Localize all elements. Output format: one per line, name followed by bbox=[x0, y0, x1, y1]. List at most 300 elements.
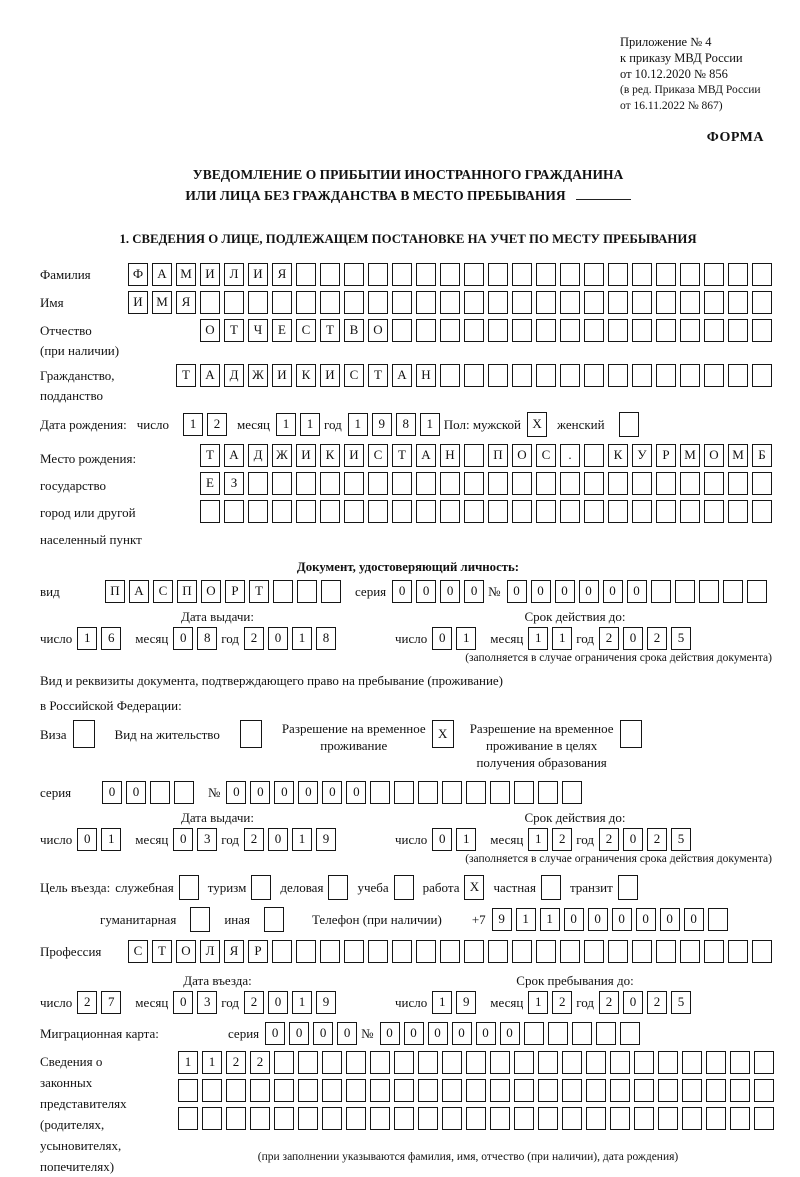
cell-box[interactable]: С bbox=[368, 444, 388, 467]
cell-box[interactable]: Т bbox=[176, 364, 196, 387]
cell-box[interactable] bbox=[464, 472, 484, 495]
cell-box[interactable] bbox=[466, 1051, 486, 1074]
cell-box[interactable] bbox=[680, 263, 700, 286]
cell-box[interactable]: И bbox=[128, 291, 148, 314]
cell-box[interactable]: 3 bbox=[197, 828, 217, 851]
cell-box[interactable] bbox=[680, 364, 700, 387]
purpose-study-checkbox[interactable] bbox=[394, 875, 414, 900]
cell-box[interactable] bbox=[370, 1107, 390, 1130]
cell-box[interactable] bbox=[562, 1107, 582, 1130]
cell-box[interactable]: М bbox=[176, 263, 196, 286]
cell-box[interactable] bbox=[680, 472, 700, 495]
cell-box[interactable]: В bbox=[344, 319, 364, 342]
cell-box[interactable]: 0 bbox=[612, 908, 632, 931]
cell-box[interactable] bbox=[723, 580, 743, 603]
cell-box[interactable]: 5 bbox=[671, 828, 691, 851]
cell-box[interactable] bbox=[394, 1051, 414, 1074]
cell-box[interactable]: М bbox=[152, 291, 172, 314]
cell-box[interactable]: Е bbox=[200, 472, 220, 495]
cell-box[interactable] bbox=[368, 291, 388, 314]
cell-box[interactable] bbox=[442, 781, 462, 804]
cell-box[interactable] bbox=[634, 1107, 654, 1130]
cell-box[interactable]: 0 bbox=[555, 580, 575, 603]
cell-box[interactable] bbox=[536, 291, 556, 314]
rvp-checkbox[interactable]: X bbox=[432, 720, 454, 748]
cell-box[interactable] bbox=[466, 1107, 486, 1130]
cell-box[interactable] bbox=[442, 1107, 462, 1130]
cell-box[interactable]: И bbox=[296, 444, 316, 467]
cell-box[interactable]: 8 bbox=[396, 413, 416, 436]
cell-box[interactable] bbox=[514, 1079, 534, 1102]
cell-box[interactable]: 0 bbox=[298, 781, 318, 804]
cell-box[interactable]: Я bbox=[176, 291, 196, 314]
purpose-business-checkbox[interactable] bbox=[328, 875, 348, 900]
cell-box[interactable]: А bbox=[416, 444, 436, 467]
cell-box[interactable] bbox=[632, 500, 652, 523]
cell-box[interactable] bbox=[298, 1107, 318, 1130]
cell-box[interactable] bbox=[248, 472, 268, 495]
cell-box[interactable] bbox=[392, 291, 412, 314]
cell-box[interactable] bbox=[440, 472, 460, 495]
cell-box[interactable]: О bbox=[176, 940, 196, 963]
cell-box[interactable]: П bbox=[177, 580, 197, 603]
cell-box[interactable]: И bbox=[272, 364, 292, 387]
cell-box[interactable] bbox=[634, 1051, 654, 1074]
cell-box[interactable] bbox=[488, 319, 508, 342]
cell-box[interactable]: А bbox=[152, 263, 172, 286]
cell-box[interactable] bbox=[418, 1107, 438, 1130]
cell-box[interactable]: 0 bbox=[392, 580, 412, 603]
cell-box[interactable]: О bbox=[368, 319, 388, 342]
cell-box[interactable] bbox=[512, 500, 532, 523]
cell-box[interactable]: 1 bbox=[516, 908, 536, 931]
cell-box[interactable]: А bbox=[224, 444, 244, 467]
cell-box[interactable] bbox=[440, 319, 460, 342]
cell-box[interactable]: 1 bbox=[77, 627, 97, 650]
cell-box[interactable] bbox=[416, 940, 436, 963]
cell-box[interactable] bbox=[440, 291, 460, 314]
cell-box[interactable] bbox=[656, 319, 676, 342]
cell-box[interactable] bbox=[704, 364, 724, 387]
cell-box[interactable] bbox=[634, 1079, 654, 1102]
cell-box[interactable] bbox=[610, 1107, 630, 1130]
cell-box[interactable] bbox=[512, 364, 532, 387]
cell-box[interactable]: 0 bbox=[507, 580, 527, 603]
cell-box[interactable]: З bbox=[224, 472, 244, 495]
cell-box[interactable]: 5 bbox=[671, 627, 691, 650]
cell-box[interactable] bbox=[728, 291, 748, 314]
cell-box[interactable] bbox=[538, 1079, 558, 1102]
cell-box[interactable]: Ч bbox=[248, 319, 268, 342]
cell-box[interactable]: А bbox=[392, 364, 412, 387]
cell-box[interactable]: Т bbox=[200, 444, 220, 467]
cell-box[interactable] bbox=[572, 1022, 592, 1045]
cell-box[interactable] bbox=[728, 263, 748, 286]
cell-box[interactable]: 2 bbox=[226, 1051, 246, 1074]
cell-box[interactable]: 8 bbox=[316, 627, 336, 650]
cell-box[interactable]: Б bbox=[752, 444, 772, 467]
cell-box[interactable] bbox=[298, 1079, 318, 1102]
cell-box[interactable]: 9 bbox=[456, 991, 476, 1014]
cell-box[interactable] bbox=[632, 364, 652, 387]
cell-box[interactable] bbox=[704, 940, 724, 963]
cell-box[interactable] bbox=[320, 291, 340, 314]
cell-box[interactable] bbox=[656, 291, 676, 314]
cell-box[interactable] bbox=[418, 781, 438, 804]
cell-box[interactable]: 1 bbox=[292, 991, 312, 1014]
cell-box[interactable]: 0 bbox=[623, 627, 643, 650]
cell-box[interactable]: 0 bbox=[274, 781, 294, 804]
cell-box[interactable]: 2 bbox=[244, 991, 264, 1014]
cell-box[interactable]: 0 bbox=[476, 1022, 496, 1045]
cell-box[interactable] bbox=[560, 500, 580, 523]
cell-box[interactable] bbox=[658, 1051, 678, 1074]
cell-box[interactable] bbox=[392, 263, 412, 286]
cell-box[interactable] bbox=[524, 1022, 544, 1045]
cell-box[interactable]: 2 bbox=[207, 413, 227, 436]
cell-box[interactable]: 1 bbox=[101, 828, 121, 851]
visa-checkbox[interactable] bbox=[73, 720, 95, 748]
cell-box[interactable] bbox=[392, 319, 412, 342]
cell-box[interactable] bbox=[562, 1079, 582, 1102]
cell-box[interactable]: 0 bbox=[623, 828, 643, 851]
cell-box[interactable]: 1 bbox=[420, 413, 440, 436]
cell-box[interactable] bbox=[322, 1051, 342, 1074]
cell-box[interactable]: 0 bbox=[452, 1022, 472, 1045]
cell-box[interactable] bbox=[584, 319, 604, 342]
cell-box[interactable] bbox=[464, 319, 484, 342]
cell-box[interactable] bbox=[752, 500, 772, 523]
cell-box[interactable] bbox=[656, 940, 676, 963]
cell-box[interactable] bbox=[560, 291, 580, 314]
cell-box[interactable] bbox=[728, 940, 748, 963]
cell-box[interactable]: Я bbox=[224, 940, 244, 963]
cell-box[interactable] bbox=[512, 291, 532, 314]
cell-box[interactable] bbox=[174, 781, 194, 804]
cell-box[interactable]: 0 bbox=[77, 828, 97, 851]
cell-box[interactable] bbox=[584, 364, 604, 387]
cell-box[interactable] bbox=[584, 500, 604, 523]
cell-box[interactable] bbox=[368, 263, 388, 286]
cell-box[interactable]: 0 bbox=[173, 991, 193, 1014]
cell-box[interactable] bbox=[346, 1107, 366, 1130]
cell-box[interactable]: 2 bbox=[552, 991, 572, 1014]
cell-box[interactable] bbox=[418, 1051, 438, 1074]
cell-box[interactable]: 0 bbox=[265, 1022, 285, 1045]
cell-box[interactable]: 0 bbox=[322, 781, 342, 804]
cell-box[interactable]: 0 bbox=[623, 991, 643, 1014]
cell-box[interactable] bbox=[610, 1051, 630, 1074]
cell-box[interactable] bbox=[344, 472, 364, 495]
cell-box[interactable] bbox=[584, 472, 604, 495]
cell-box[interactable]: С bbox=[153, 580, 173, 603]
cell-box[interactable]: 0 bbox=[126, 781, 146, 804]
cell-box[interactable]: 7 bbox=[101, 991, 121, 1014]
cell-box[interactable]: 0 bbox=[588, 908, 608, 931]
cell-box[interactable] bbox=[752, 291, 772, 314]
cell-box[interactable] bbox=[754, 1079, 774, 1102]
purpose-transit-checkbox[interactable] bbox=[618, 875, 638, 900]
purpose-other-checkbox[interactable] bbox=[264, 907, 284, 932]
cell-box[interactable]: И bbox=[200, 263, 220, 286]
cell-box[interactable]: 1 bbox=[276, 413, 296, 436]
cell-box[interactable] bbox=[320, 263, 340, 286]
cell-box[interactable]: И bbox=[248, 263, 268, 286]
cell-box[interactable] bbox=[658, 1107, 678, 1130]
cell-box[interactable] bbox=[512, 319, 532, 342]
cell-box[interactable]: Л bbox=[224, 263, 244, 286]
cell-box[interactable]: 0 bbox=[250, 781, 270, 804]
cell-box[interactable]: 2 bbox=[599, 828, 619, 851]
residence-permit-checkbox[interactable] bbox=[240, 720, 262, 748]
sex-male-checkbox[interactable]: X bbox=[527, 412, 547, 437]
cell-box[interactable] bbox=[466, 1079, 486, 1102]
cell-box[interactable] bbox=[682, 1079, 702, 1102]
cell-box[interactable] bbox=[248, 291, 268, 314]
cell-box[interactable]: Н bbox=[416, 364, 436, 387]
cell-box[interactable]: О bbox=[704, 444, 724, 467]
purpose-private-checkbox[interactable] bbox=[541, 875, 561, 900]
cell-box[interactable] bbox=[344, 940, 364, 963]
cell-box[interactable]: 9 bbox=[372, 413, 392, 436]
cell-box[interactable] bbox=[536, 364, 556, 387]
cell-box[interactable]: К bbox=[296, 364, 316, 387]
cell-box[interactable] bbox=[608, 940, 628, 963]
cell-box[interactable] bbox=[584, 291, 604, 314]
cell-box[interactable]: 0 bbox=[432, 828, 452, 851]
cell-box[interactable]: 2 bbox=[552, 828, 572, 851]
cell-box[interactable] bbox=[536, 319, 556, 342]
cell-box[interactable] bbox=[274, 1051, 294, 1074]
cell-box[interactable]: О bbox=[201, 580, 221, 603]
cell-box[interactable]: 0 bbox=[440, 580, 460, 603]
cell-box[interactable] bbox=[536, 940, 556, 963]
cell-box[interactable] bbox=[560, 472, 580, 495]
cell-box[interactable] bbox=[368, 500, 388, 523]
cell-box[interactable] bbox=[250, 1079, 270, 1102]
cell-box[interactable]: 0 bbox=[531, 580, 551, 603]
cell-box[interactable]: 5 bbox=[671, 991, 691, 1014]
cell-box[interactable] bbox=[344, 263, 364, 286]
cell-box[interactable] bbox=[632, 291, 652, 314]
cell-box[interactable] bbox=[562, 781, 582, 804]
cell-box[interactable]: 1 bbox=[528, 991, 548, 1014]
cell-box[interactable] bbox=[250, 1107, 270, 1130]
cell-box[interactable]: С bbox=[296, 319, 316, 342]
cell-box[interactable] bbox=[699, 580, 719, 603]
cell-box[interactable] bbox=[464, 444, 484, 467]
cell-box[interactable] bbox=[728, 364, 748, 387]
cell-box[interactable] bbox=[298, 1051, 318, 1074]
cell-box[interactable] bbox=[440, 364, 460, 387]
cell-box[interactable] bbox=[651, 580, 671, 603]
cell-box[interactable] bbox=[560, 263, 580, 286]
cell-box[interactable] bbox=[608, 364, 628, 387]
cell-box[interactable] bbox=[728, 472, 748, 495]
cell-box[interactable] bbox=[226, 1107, 246, 1130]
cell-box[interactable] bbox=[418, 1079, 438, 1102]
cell-box[interactable] bbox=[224, 500, 244, 523]
cell-box[interactable] bbox=[488, 940, 508, 963]
cell-box[interactable]: 0 bbox=[564, 908, 584, 931]
cell-box[interactable] bbox=[512, 472, 532, 495]
cell-box[interactable]: С bbox=[344, 364, 364, 387]
cell-box[interactable]: Ж bbox=[248, 364, 268, 387]
cell-box[interactable] bbox=[538, 781, 558, 804]
cell-box[interactable]: 0 bbox=[337, 1022, 357, 1045]
cell-box[interactable] bbox=[536, 500, 556, 523]
cell-box[interactable]: Т bbox=[224, 319, 244, 342]
cell-box[interactable] bbox=[322, 1107, 342, 1130]
purpose-work-checkbox[interactable]: X bbox=[464, 875, 484, 900]
cell-box[interactable] bbox=[464, 263, 484, 286]
cell-box[interactable] bbox=[488, 364, 508, 387]
cell-box[interactable]: 0 bbox=[268, 991, 288, 1014]
cell-box[interactable]: 2 bbox=[77, 991, 97, 1014]
cell-box[interactable] bbox=[442, 1079, 462, 1102]
cell-box[interactable]: 2 bbox=[599, 991, 619, 1014]
cell-box[interactable]: 2 bbox=[647, 991, 667, 1014]
cell-box[interactable] bbox=[584, 940, 604, 963]
cell-box[interactable]: 0 bbox=[636, 908, 656, 931]
cell-box[interactable]: 1 bbox=[183, 413, 203, 436]
cell-box[interactable]: П bbox=[105, 580, 125, 603]
cell-box[interactable] bbox=[632, 472, 652, 495]
cell-box[interactable]: 1 bbox=[348, 413, 368, 436]
cell-box[interactable]: 1 bbox=[456, 627, 476, 650]
cell-box[interactable]: Ф bbox=[128, 263, 148, 286]
cell-box[interactable] bbox=[416, 291, 436, 314]
cell-box[interactable] bbox=[730, 1051, 750, 1074]
cell-box[interactable] bbox=[752, 940, 772, 963]
cell-box[interactable] bbox=[488, 263, 508, 286]
cell-box[interactable]: А bbox=[129, 580, 149, 603]
cell-box[interactable] bbox=[488, 500, 508, 523]
cell-box[interactable] bbox=[730, 1107, 750, 1130]
cell-box[interactable]: 0 bbox=[579, 580, 599, 603]
cell-box[interactable]: 1 bbox=[300, 413, 320, 436]
cell-box[interactable]: 6 bbox=[101, 627, 121, 650]
cell-box[interactable] bbox=[608, 291, 628, 314]
cell-box[interactable]: Н bbox=[440, 444, 460, 467]
cell-box[interactable]: Т bbox=[152, 940, 172, 963]
cell-box[interactable]: М bbox=[728, 444, 748, 467]
cell-box[interactable] bbox=[464, 940, 484, 963]
cell-box[interactable] bbox=[488, 291, 508, 314]
cell-box[interactable] bbox=[586, 1051, 606, 1074]
cell-box[interactable]: 1 bbox=[178, 1051, 198, 1074]
cell-box[interactable]: О bbox=[200, 319, 220, 342]
cell-box[interactable] bbox=[488, 472, 508, 495]
cell-box[interactable]: 0 bbox=[313, 1022, 333, 1045]
cell-box[interactable] bbox=[272, 291, 292, 314]
cell-box[interactable]: 1 bbox=[292, 828, 312, 851]
cell-box[interactable]: Я bbox=[272, 263, 292, 286]
cell-box[interactable] bbox=[514, 1051, 534, 1074]
cell-box[interactable]: 2 bbox=[250, 1051, 270, 1074]
cell-box[interactable] bbox=[490, 1079, 510, 1102]
cell-box[interactable]: 0 bbox=[603, 580, 623, 603]
cell-box[interactable] bbox=[368, 940, 388, 963]
cell-box[interactable] bbox=[560, 319, 580, 342]
cell-box[interactable] bbox=[344, 500, 364, 523]
cell-box[interactable] bbox=[632, 319, 652, 342]
cell-box[interactable] bbox=[416, 263, 436, 286]
cell-box[interactable]: 0 bbox=[428, 1022, 448, 1045]
cell-box[interactable]: Т bbox=[368, 364, 388, 387]
cell-box[interactable] bbox=[754, 1051, 774, 1074]
cell-box[interactable] bbox=[656, 364, 676, 387]
cell-box[interactable] bbox=[344, 291, 364, 314]
cell-box[interactable] bbox=[680, 500, 700, 523]
cell-box[interactable]: 1 bbox=[528, 627, 548, 650]
cell-box[interactable] bbox=[466, 781, 486, 804]
cell-box[interactable]: 0 bbox=[102, 781, 122, 804]
cell-box[interactable] bbox=[296, 291, 316, 314]
cell-box[interactable]: 0 bbox=[660, 908, 680, 931]
cell-box[interactable] bbox=[596, 1022, 616, 1045]
cell-box[interactable] bbox=[202, 1079, 222, 1102]
cell-box[interactable] bbox=[706, 1079, 726, 1102]
cell-box[interactable] bbox=[464, 291, 484, 314]
title-blank-line[interactable] bbox=[576, 187, 631, 200]
cell-box[interactable]: 0 bbox=[627, 580, 647, 603]
cell-box[interactable]: 0 bbox=[289, 1022, 309, 1045]
cell-box[interactable] bbox=[682, 1107, 702, 1130]
purpose-humanitarian-checkbox[interactable] bbox=[190, 907, 210, 932]
cell-box[interactable] bbox=[656, 263, 676, 286]
cell-box[interactable] bbox=[178, 1107, 198, 1130]
cell-box[interactable] bbox=[394, 1107, 414, 1130]
cell-box[interactable]: 1 bbox=[540, 908, 560, 931]
cell-box[interactable]: 9 bbox=[316, 828, 336, 851]
cell-box[interactable] bbox=[584, 444, 604, 467]
cell-box[interactable]: 0 bbox=[268, 627, 288, 650]
cell-box[interactable]: П bbox=[488, 444, 508, 467]
cell-box[interactable]: 0 bbox=[380, 1022, 400, 1045]
cell-box[interactable]: Т bbox=[392, 444, 412, 467]
cell-box[interactable] bbox=[514, 781, 534, 804]
cell-box[interactable] bbox=[608, 319, 628, 342]
cell-box[interactable]: С bbox=[128, 940, 148, 963]
cell-box[interactable] bbox=[296, 263, 316, 286]
cell-box[interactable] bbox=[704, 263, 724, 286]
cell-box[interactable] bbox=[464, 364, 484, 387]
cell-box[interactable] bbox=[560, 940, 580, 963]
cell-box[interactable] bbox=[346, 1079, 366, 1102]
cell-box[interactable]: 0 bbox=[684, 908, 704, 931]
cell-box[interactable]: 0 bbox=[432, 627, 452, 650]
cell-box[interactable] bbox=[704, 291, 724, 314]
cell-box[interactable]: 0 bbox=[416, 580, 436, 603]
cell-box[interactable] bbox=[440, 500, 460, 523]
cell-box[interactable] bbox=[747, 580, 767, 603]
cell-box[interactable] bbox=[730, 1079, 750, 1102]
cell-box[interactable] bbox=[200, 291, 220, 314]
cell-box[interactable] bbox=[658, 1079, 678, 1102]
cell-box[interactable] bbox=[440, 940, 460, 963]
cell-box[interactable]: Е bbox=[272, 319, 292, 342]
cell-box[interactable] bbox=[370, 781, 390, 804]
cell-box[interactable] bbox=[272, 500, 292, 523]
cell-box[interactable] bbox=[490, 1051, 510, 1074]
cell-box[interactable] bbox=[394, 1079, 414, 1102]
cell-box[interactable] bbox=[632, 263, 652, 286]
cell-box[interactable]: 1 bbox=[552, 627, 572, 650]
cell-box[interactable] bbox=[490, 1107, 510, 1130]
cell-box[interactable] bbox=[704, 319, 724, 342]
cell-box[interactable] bbox=[274, 1079, 294, 1102]
